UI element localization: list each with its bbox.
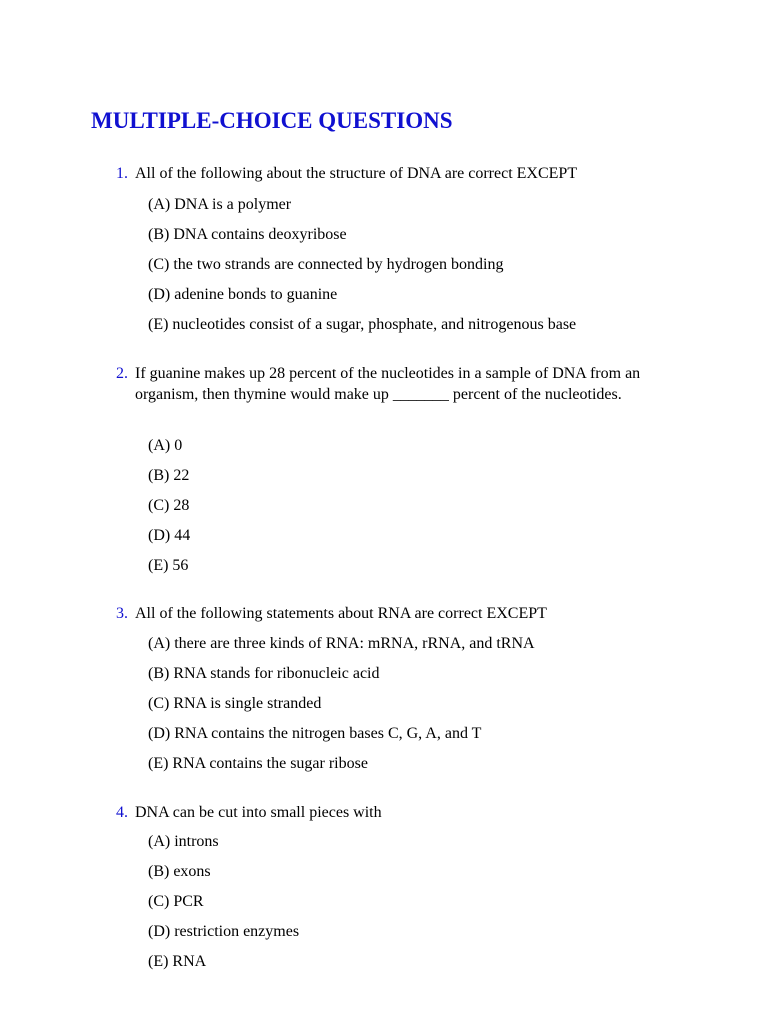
- question-text: All of the following statements about RNA are correct EXCEPT: [135, 605, 547, 622]
- choice-b: (B) DNA contains deoxyribose: [148, 226, 347, 243]
- question-number: 2.: [116, 365, 128, 382]
- choice-d: (D) RNA contains the nitrogen bases C, G, A, and T: [148, 725, 482, 742]
- choice-e: (E) 56: [148, 557, 189, 574]
- question-2: [116, 363, 686, 405]
- choice-c: (C) 28: [148, 497, 190, 514]
- choice-e: (E) RNA: [148, 953, 207, 970]
- choice-c: (C) the two strands are connected by hydrogen bonding: [148, 256, 504, 273]
- choice-d: (D) 44: [148, 527, 191, 544]
- question-text: All of the following about the structure of DNA are correct EXCEPT: [135, 165, 578, 182]
- choice-d: (D) restriction enzymes: [148, 923, 300, 940]
- choice-b: (B) RNA stands for ribonucleic acid: [148, 665, 380, 682]
- question-text: DNA can be cut into small pieces with: [135, 804, 382, 821]
- choice-a: (A) there are three kinds of RNA: mRNA, rRNA, and tRNA: [148, 635, 535, 652]
- choice-a: (A) 0: [148, 437, 183, 454]
- choice-a: (A) introns: [148, 833, 219, 850]
- question-1: [116, 163, 716, 184]
- question-number: 1.: [116, 165, 128, 182]
- question-number: 4.: [116, 804, 128, 821]
- choice-c: (C) RNA is single stranded: [148, 695, 322, 712]
- choice-b: (B) 22: [148, 467, 190, 484]
- question-number: 3.: [116, 605, 128, 622]
- choice-a: (A) DNA is a polymer: [148, 196, 292, 213]
- choice-b: (B) exons: [148, 863, 211, 880]
- choice-e: (E) RNA contains the sugar ribose: [148, 755, 368, 772]
- choice-e: (E) nucleotides consist of a sugar, phosphate, and nitrogenous base: [148, 316, 577, 333]
- question-text: If guanine makes up 28 percent of the nucleotides in a sample of DNA from an organism, then thymine would make up _______ percent of the nucleotides.: [135, 365, 641, 403]
- question-4: [116, 802, 716, 823]
- choice-d: (D) adenine bonds to guanine: [148, 286, 338, 303]
- page-title: MULTIPLE-CHOICE QUESTIONS: [91, 108, 453, 133]
- choice-c: (C) PCR: [148, 893, 204, 910]
- question-3: [116, 603, 716, 624]
